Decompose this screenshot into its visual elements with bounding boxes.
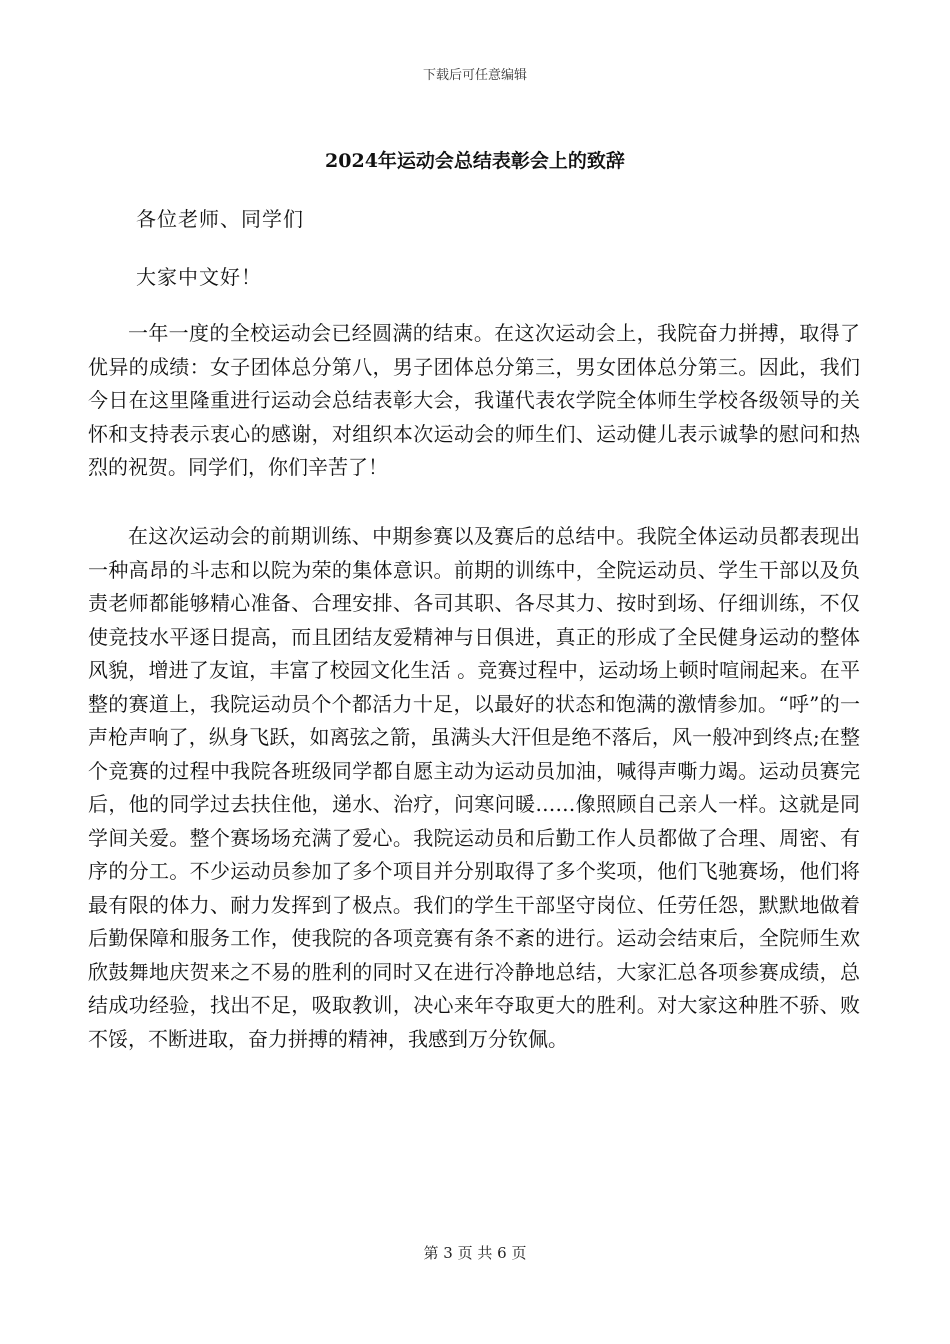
page-header: 下载后可任意编辑 xyxy=(422,68,527,83)
paragraph-review: 在这次运动会的前期训练、中期参赛以及赛后的总结中。我院全体运动员都表现出一种高昂的斗志和以院为荣的集体意识。前期的训练中，全院运动员、学生干部以及负责老师都能够精心准备、合理安排、各司其职、各尽其力、按时到场、仔细训练，不仅使竞技水平逐日提高，而且团结友爱精神与日俱进，真正的形成了全民健身运动的整体风貌，增进了友谊，丰富了校园文化生活 。竞赛过程中，运动场上顿时喧闹起来。在平整的赛道上，我院运动员个个都活力十足，以最好的状态和饱满的激情参加。“呼”的一声枪声响了，纵身飞跃，如离弦之箭，虽满头大汗但是绝不落后，风一般冲到终点;在整个竞赛的过程中我院各班级同学都自愿主动为运动员加油，喊得声嘶力竭。运动员赛完后，他的同学过去扶住他，递水、治疗，问寒问暖……像照顾自己亲人一样。这就是同学间关爱。整个赛场场充满了爱心。我院运动员和后勤工作人员都做了合理、周密、有序的分工。不少运动员参加了多个项目并分别取得了多个奖项，他们飞驰赛场，他们将最有限的体力、耐力发挥到了极点。我们的学生干部坚守岗位、任劳任怨，默默地做着后勤保障和服务工作，使我院的各项竞赛有条不紊的进行。运动会结束后，全院师生欢欣鼓舞地庆贺来之不易的胜利的同时又在进行冷静地总结，大家汇总各项参赛成绩，总结成功经验，找出不足，吸取教训，决心来年夺取更大的胜利。对大家这种胜不骄、败不馁，不断进取，奋力拼搏的精神，我感到万分钦佩。 xyxy=(88,524,860,1051)
document-title: 2024年运动会总结表彰会上的致辞 xyxy=(325,150,625,172)
greeting-teachers-students: 各位老师、同学们 xyxy=(136,207,304,231)
paragraph-results: 一年一度的全校运动会已经圆满的结束。在这次运动会上，我院奋力拼搏，取得了优异的成绩：女子团体总分第八，男子团体总分第三，男女团体总分第三。因此，我们今日在这里隆重进行运动会总结表彰大会，我谨代表农学院全体师生学校各级领导的关怀和支持表示衷心的感谢，对组织本次运动会的师生们、运动健儿表示诚挚的慰问和热烈的祝贺。同学们，你们辛苦了！ xyxy=(88,321,860,479)
page-number: 第 3 页 共 6 页 xyxy=(423,1244,527,1262)
greeting-hello: 大家中文好！ xyxy=(136,265,262,289)
